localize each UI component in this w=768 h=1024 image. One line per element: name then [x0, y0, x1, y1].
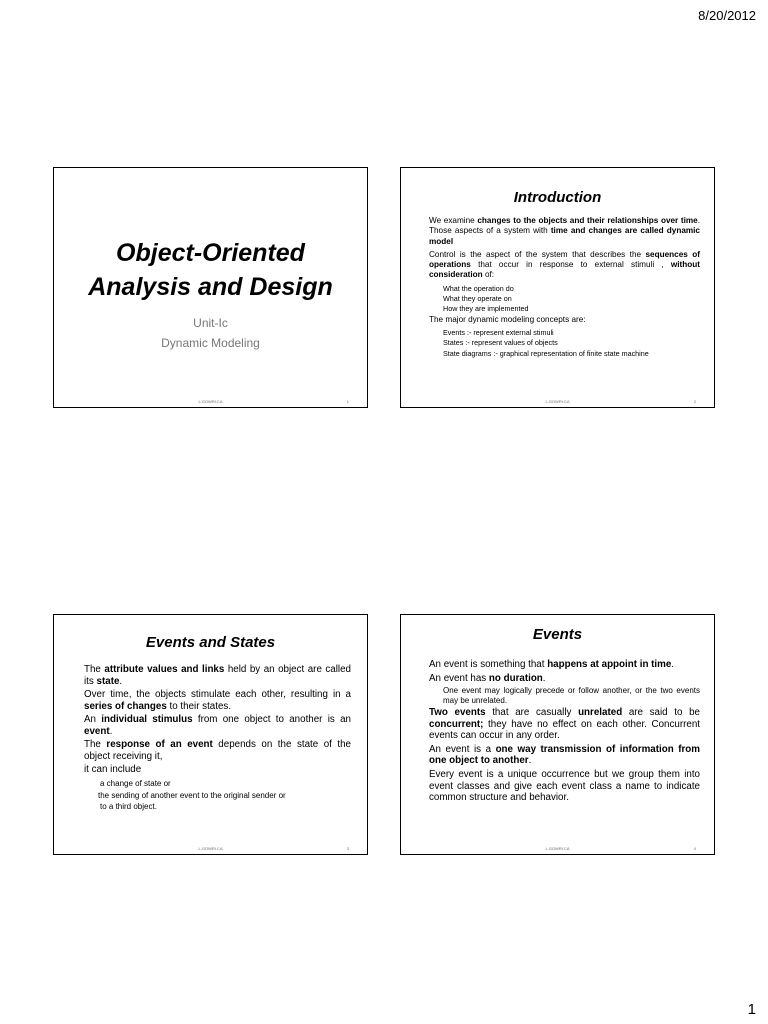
sub-bullet	[429, 294, 700, 303]
text-segment: .	[671, 659, 675, 670]
paragraph	[429, 315, 700, 325]
text-segment: that occur in response to external stimuli ,	[470, 260, 671, 269]
slide-footer-author: L.GOWRI.CA	[545, 399, 570, 404]
bold-text: event	[84, 725, 110, 737]
bold-text: sequences of operations	[429, 249, 700, 269]
paragraph	[429, 216, 700, 247]
text-segment: depends on the state of the object receiving it,	[84, 739, 352, 762]
paragraph	[429, 744, 700, 767]
paragraph	[429, 659, 700, 671]
text-segment: to a third object.	[100, 802, 157, 812]
bold-text: state	[96, 675, 120, 687]
text-segment: An	[84, 714, 102, 726]
sub-bullet	[84, 790, 351, 802]
slide-number: 4	[693, 846, 696, 851]
text-segment: What they operate on	[443, 293, 512, 303]
text-segment: How they are implemented	[443, 304, 529, 314]
text-segment: What the operation do	[443, 283, 514, 293]
text-segment: Over time, the objects stimulate each other, resulting in a	[84, 689, 351, 701]
slide-footer-author: L.GOWRI.CA	[198, 399, 223, 404]
text-segment: a change of state or	[100, 778, 171, 788]
paragraph	[429, 673, 700, 685]
text-segment: they have no effect on each other. Concurrent events can occur in any order.	[429, 718, 700, 742]
slide-footer-author: L.GOWRI.CA	[198, 846, 223, 851]
slide-title: Events and States	[145, 634, 276, 651]
paragraph	[84, 664, 351, 687]
sub-bullet	[84, 801, 351, 813]
text-segment: Control is the aspect of the system that describes the	[429, 249, 646, 259]
slide-2	[400, 167, 715, 408]
text-segment: We examine	[429, 216, 478, 225]
text-segment: held by an object are called its	[84, 664, 351, 687]
bold-text: attribute values and links	[104, 664, 225, 675]
text-segment: the sending of another event to the original sender or	[98, 790, 286, 800]
text-segment: Every event is a unique occurrence but we group them into event classes and give each event class a name to indicate common structure and behavior.	[429, 769, 700, 804]
paragraph	[84, 689, 351, 712]
text-segment: An event is something that	[429, 659, 548, 670]
print-date: 8/20/2012	[698, 8, 756, 23]
text-segment: The major dynamic modeling concepts are:	[429, 314, 586, 324]
sub-bullet	[429, 349, 700, 358]
bold-text: unrelated	[578, 707, 623, 719]
slide-number: 3	[346, 846, 349, 851]
title-line: Object-Oriented	[116, 239, 305, 267]
paragraph	[84, 714, 351, 737]
sub-bullet	[429, 686, 700, 705]
bold-text: individual stimulus	[101, 714, 193, 726]
slide-number: 2	[693, 399, 696, 404]
bold-text: without consideration	[429, 260, 700, 280]
bold-text: concurrent;	[429, 718, 484, 730]
text-segment: State diagrams :- graphical representation of finite state machine	[443, 348, 649, 358]
text-segment: . Those aspects of a system with	[429, 216, 700, 236]
bold-text: Two events	[429, 707, 486, 719]
bold-text: response of an event	[106, 739, 213, 751]
slide-3	[53, 614, 368, 855]
text-segment: .	[109, 725, 113, 737]
bold-text: time and changes are called dynamic model	[429, 226, 700, 246]
slide-title: Introduction	[513, 189, 602, 206]
sub-bullet	[429, 284, 700, 293]
text-segment: The	[84, 739, 107, 751]
paragraph	[429, 250, 700, 281]
text-segment: The	[84, 664, 105, 675]
text-segment: .	[542, 672, 546, 684]
paragraph	[429, 769, 700, 804]
text-segment: that are casually	[485, 707, 579, 719]
slide-body	[54, 664, 367, 813]
title-line: Analysis and Design	[88, 273, 333, 302]
sub-bullet	[429, 328, 700, 337]
text-segment: Events :- represent external stimuli	[443, 327, 554, 337]
slide-title	[54, 236, 367, 305]
sub-bullet	[429, 338, 700, 347]
slide-footer-author: L.GOWRI.CA	[545, 846, 570, 851]
bold-text: changes to the objects and their relationships over time	[477, 216, 698, 225]
bold-text: no duration	[488, 672, 543, 684]
slide-title: Events	[532, 626, 583, 643]
slide-body	[401, 659, 714, 804]
subtitle-line: Unit-Ic	[193, 316, 228, 330]
slide-body	[401, 216, 714, 358]
slide-4	[400, 614, 715, 855]
text-segment: .	[528, 755, 532, 767]
text-segment: of:	[482, 270, 495, 280]
page-number: 1	[747, 1001, 756, 1018]
text-segment: One event may logically precede or follow another, or the two events may be unrelated.	[443, 686, 700, 705]
paragraph	[84, 739, 351, 762]
sub-bullet	[84, 778, 351, 790]
bold-text: one way transmission of information from one object to another	[429, 743, 700, 767]
slide-number: 1	[346, 399, 349, 404]
text-segment: to their states.	[166, 700, 232, 712]
slide-subtitle	[54, 314, 367, 354]
text-segment: .	[119, 675, 123, 687]
subtitle-line: Dynamic Modeling	[161, 335, 260, 350]
text-segment: are said to be	[622, 707, 700, 719]
text-segment: from one object to another is an	[192, 714, 351, 726]
sub-bullet	[429, 304, 700, 313]
text-segment: An event has	[429, 672, 489, 684]
bold-text: series of changes	[84, 700, 167, 712]
text-segment: An event is a	[429, 743, 496, 755]
text-segment: States :- represent values of objects	[443, 338, 558, 348]
bold-text: happens at appoint in time	[547, 659, 672, 670]
paragraph	[84, 764, 351, 776]
slide-1	[53, 167, 368, 408]
paragraph	[429, 707, 700, 742]
text-segment: it can include	[84, 764, 142, 776]
